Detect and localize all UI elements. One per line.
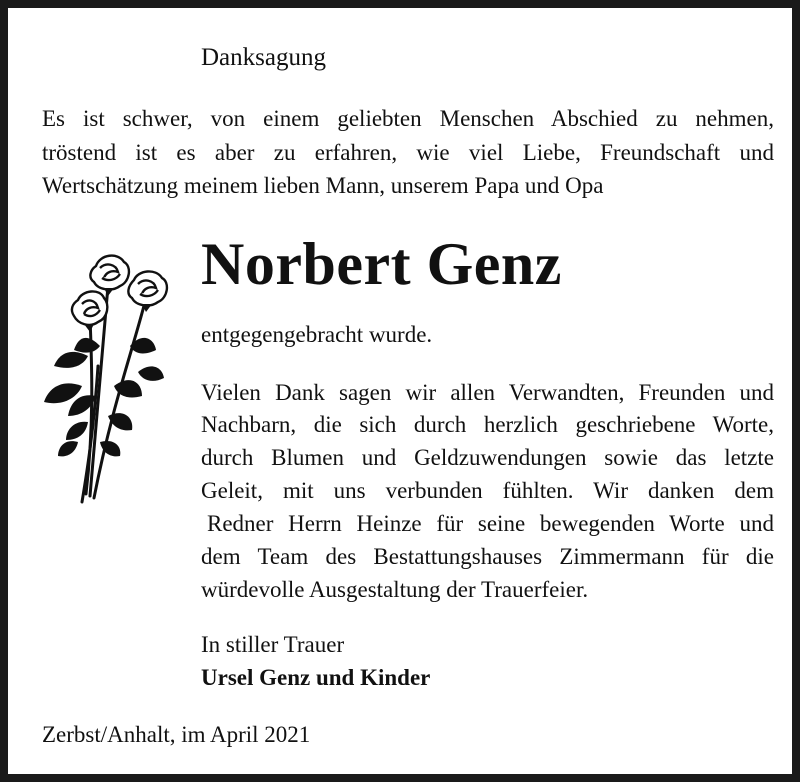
deceased-name: Norbert Genz	[201, 231, 562, 297]
place-date: Zerbst/Anhalt, im April 2021	[42, 722, 311, 747]
thanks-line: Nachbarn, die sich durch herzlich geschriebene Worte,	[201, 412, 774, 437]
after-name-text: entgegengebracht wurde.	[201, 322, 433, 347]
signatories: Ursel Genz und Kinder	[201, 665, 431, 690]
thanks-line: Geleit, mit uns verbunden fühlten. Wir danken dem	[201, 478, 774, 503]
thanks-line: würdevolle Ausgestaltung der Trauerfeier.	[201, 577, 589, 602]
roses-icon	[38, 246, 178, 508]
thanks-line: dem Team des Bestattungshauses Zimmermann für die	[201, 544, 774, 569]
mourning-phrase: In stiller Trauer	[201, 632, 345, 657]
intro-line: Wertschätzung meinem lieben Mann, unserem Papa und Opa	[42, 173, 604, 198]
thanks-line: Redner Herrn Heinze für seine bewegenden Worte und	[207, 511, 774, 536]
intro-line: tröstend ist es aber zu erfahren, wie viel Liebe, Freundschaft und	[42, 140, 774, 165]
thanks-line: durch Blumen und Geldzuwendungen sowie das letzte	[201, 445, 774, 470]
notice-title: Danksagung	[201, 44, 326, 71]
intro-line: Es ist schwer, von einem geliebten Menschen Abschied zu nehmen,	[42, 106, 774, 131]
thanks-line: Vielen Dank sagen wir allen Verwandten, Freunden und	[201, 380, 774, 405]
